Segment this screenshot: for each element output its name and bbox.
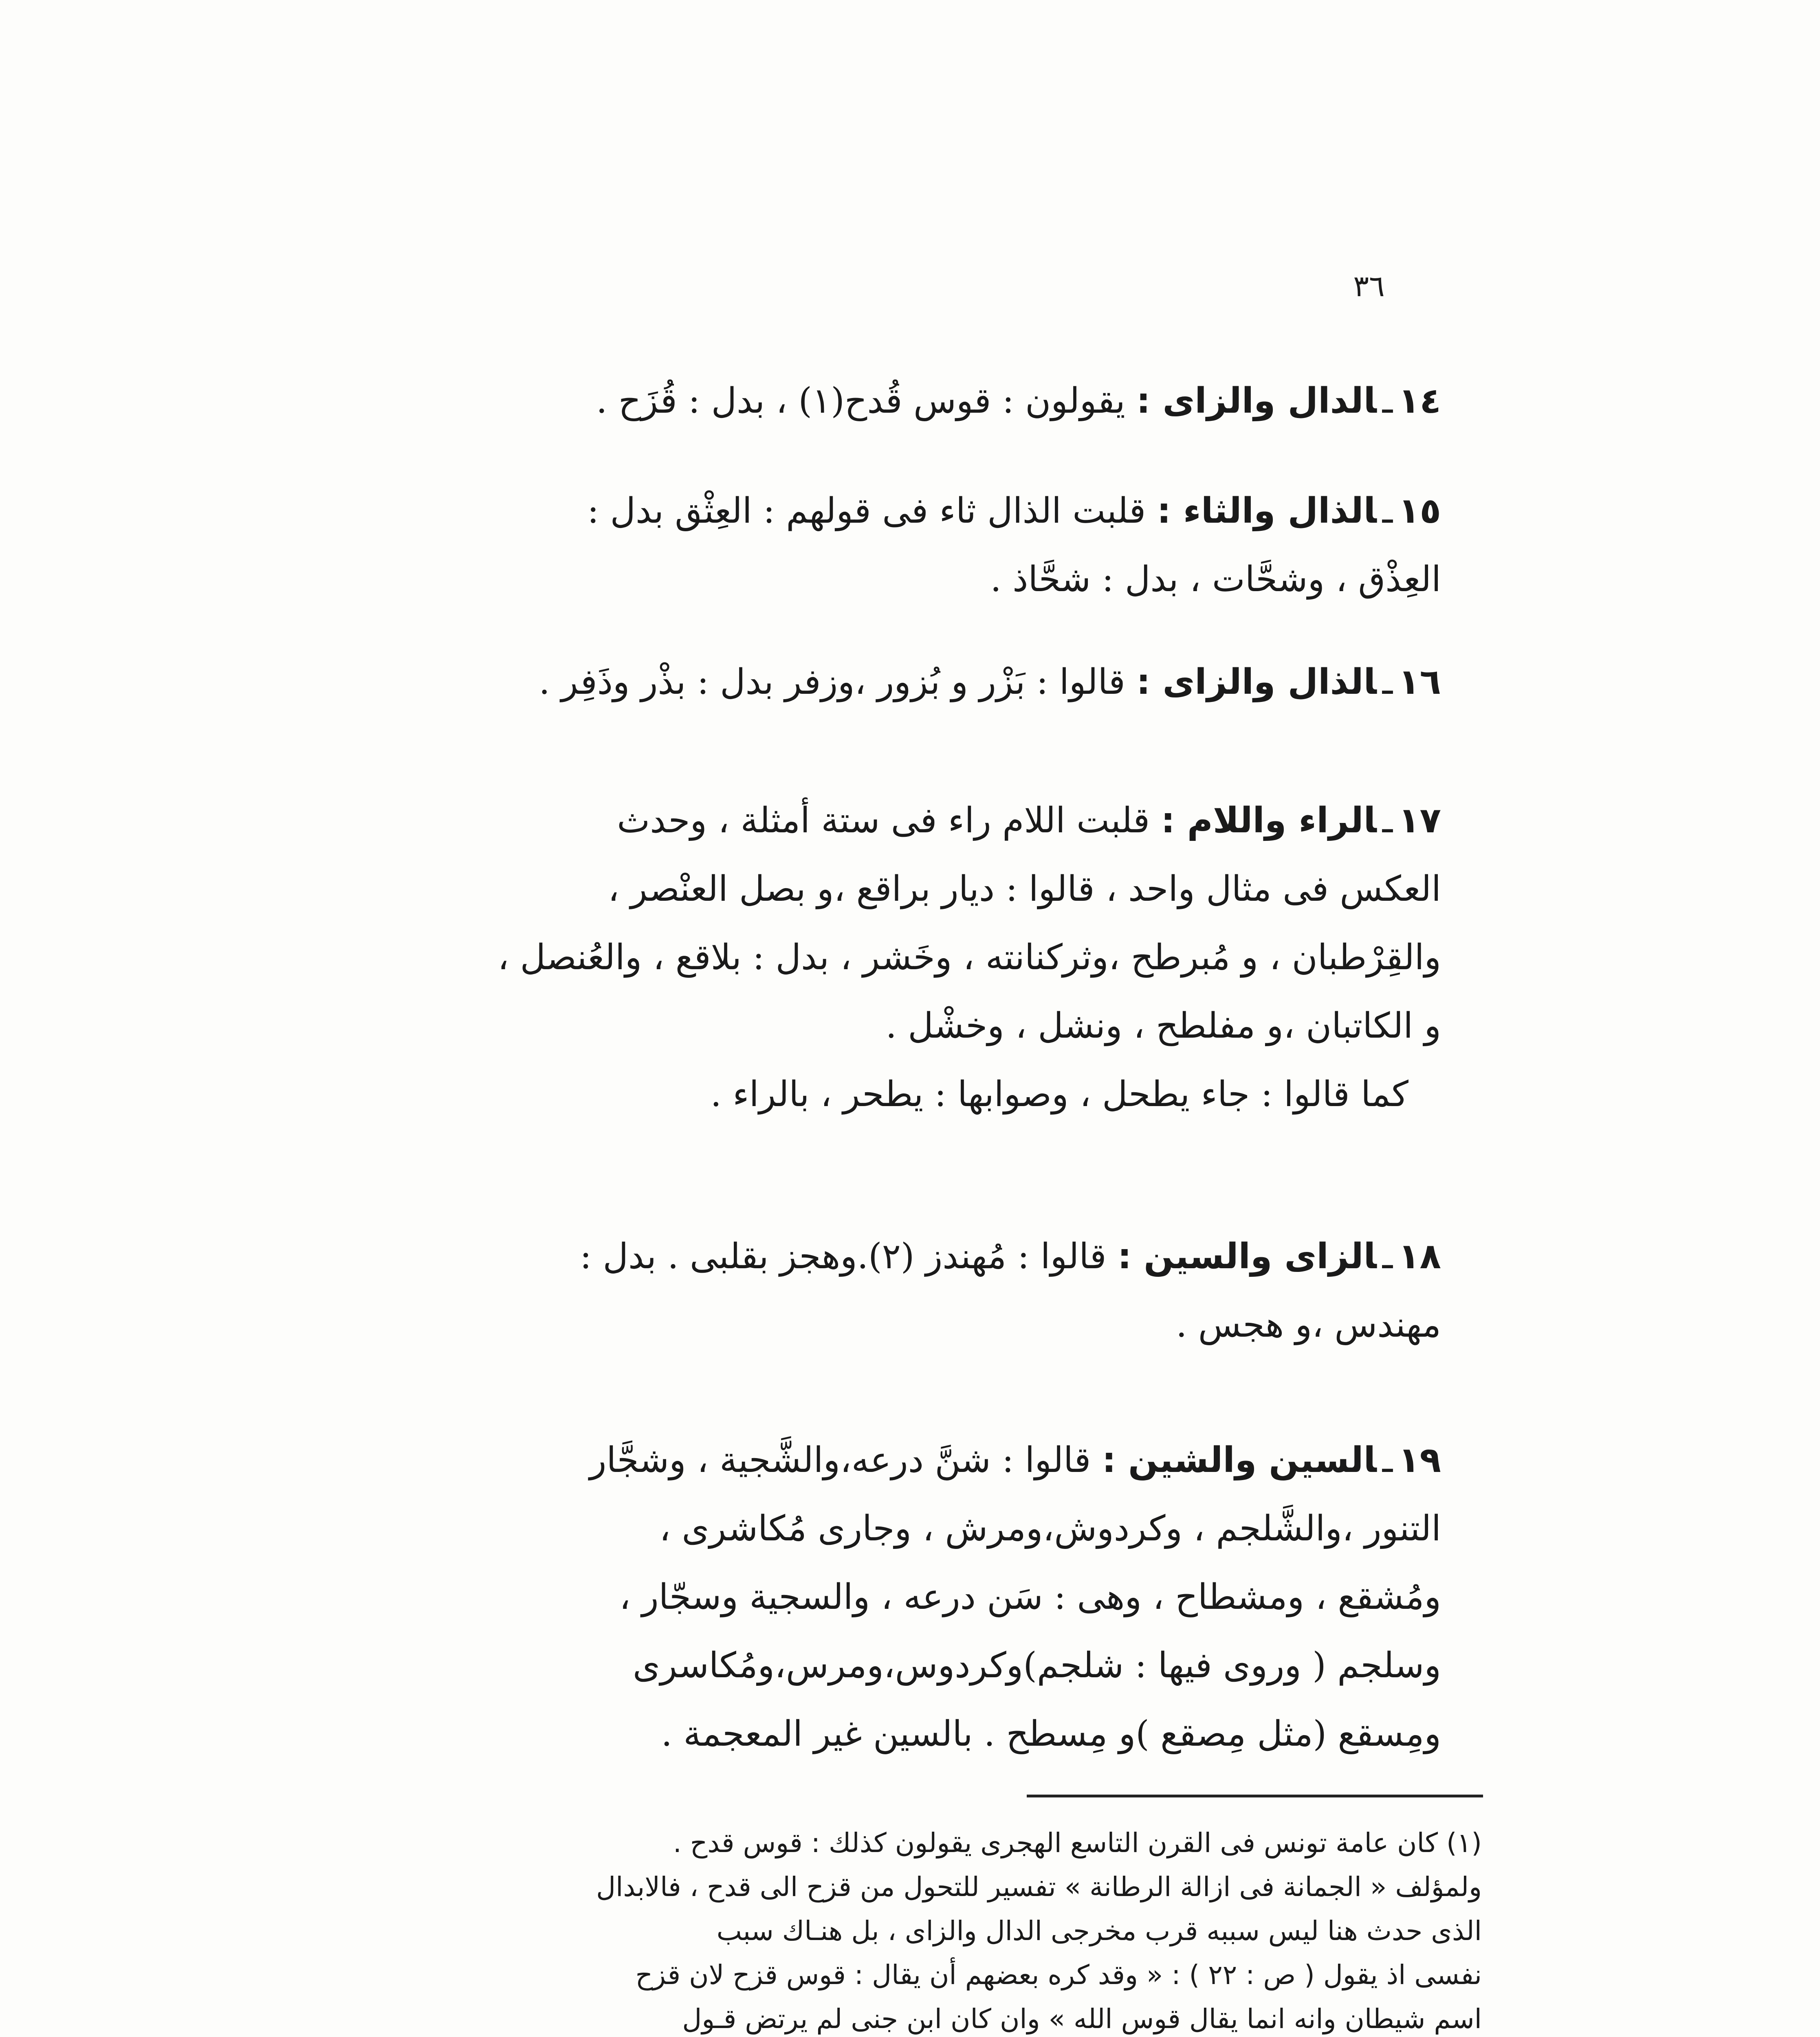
footnote-line: الذى حدث هنا ليس سببه قرب مخرجى الدال والزاى ، بل هنـاك سبب [716,1915,1482,1947]
entry-text: يقولون : قوس قُدح(١) ، بدل : قُزَح . [596,381,1125,421]
entry-text: والقِرْطبان ، و مُبرطح ،وثركنانته ، وخَشر ، بدل : بلاقع ، والعُنصل ، [497,937,1441,978]
entry-text: وسلجم ( وروى فيها : شلجم)وكردوس،ومرس،ومُكاسرى [632,1645,1441,1686]
entry-17: ١٧ـالراء واللام : قلبت اللام راء فى ستة أمثلة ، وحدث العكس فى مثال واحد ، قالوا : ديار براقع ،و بصل العنْصر ، والقِرْطبان ، و مُبرطح ،وثركنانته ، وخَشر ، بدل : بلاقع ، والعُنصل ، و الكاتبان ،و مفلطح ، ونشل ، وخشْل . كما قالوا : جاء يطحل ، وصوابها : يطحر ، بالراء . [341,786,1441,1128]
entry-number: ١٧ [1398,800,1441,841]
entry-16: ١٦ـالذال والزاى : قالوا : بَزْر و بُزور ،وزفر بدل : بذْر وذَفِر . [539,662,1441,702]
entry-text: التنور ،والشَّلجم ، وكردوش،ومرش ، وجارى مُكاشرى ، [659,1508,1441,1549]
entry-text: مهندس ،و هجس . [1176,1304,1441,1345]
entry-heading: الدال والزاى : [1136,381,1377,421]
entry-heading: الزاى والسين : [1117,1236,1377,1277]
entry-number: ١٥ [1398,491,1441,531]
entry-number: ١٨ [1398,1236,1441,1277]
entry-heading: الذال والزاى : [1136,662,1377,702]
page-number: ٣٦ [1353,269,1385,303]
entry-number: ١٩ [1398,1440,1441,1480]
entry-number: ١٦ [1398,662,1441,702]
footnote-line: ولمؤلف « الجمانة فى ازالة الرطانة » تفسير للتحول من قزح الى قدح ، فالابدال [596,1871,1482,1903]
entry-text: قلبت الذال ثاء فى قولهم : العِثْق بدل : [587,491,1146,531]
entry-18: ١٨ـالزاى والسين : قالوا : مُهندز (٢).وهجز بقلبى . بدل : مهندس ،و هجس . [341,1222,1441,1359]
footnotes [321,1821,1482,2037]
entry-text: قالوا : مُهندز (٢).وهجز بقلبى . بدل : [580,1236,1107,1277]
footnote-divider [1027,1795,1483,1797]
entry-text: العِذْق ، وشحَّات ، بدل : شحَّاذ . [990,559,1441,600]
entry-number: ١٤ [1398,381,1441,421]
footnote-line: (١) كان عامة تونس فى القرن التاسع الهجرى يقولون كذلك : قوس قدح . [673,1827,1482,1859]
footnote-line: اسم شيطان وانه انما يقال قوس الله » وان كان ابن جنى لم يرتض قـول [682,2003,1482,2035]
entry-heading: الراء واللام : [1161,800,1377,841]
entry-heading: الذال والثاء : [1157,491,1377,531]
entry-text: قالوا : بَزْر و بُزور ،وزفر بدل : بذْر وذَفِر . [539,662,1125,702]
entry-text: قلبت اللام راء فى ستة أمثلة ، وحدث [617,800,1150,841]
entry-15: ١٥ـالذال والثاء : قلبت الذال ثاء فى قولهم : العِثْق بدل : العِذْق ، وشحَّات ، بدل : شحَّاذ . [341,477,1441,614]
entry-text: و الكاتبان ،و مفلطح ، ونشل ، وخشْل . [885,1005,1441,1046]
entry-14: ١٤ـالدال والزاى : يقولون : قوس قُدح(١) ، بدل : قُزَح . [596,381,1441,421]
footnote-line: نفسى اذ يقول ( ص : ٢٢ ) : « وقد كره بعضهم أن يقال : قوس قزح لان قزح [635,1959,1482,1991]
entry-text: قالوا : شنَّ درعه،والشَّجية ، وشجَّار [589,1440,1091,1480]
entry-19: ١٩ـالسين والشين : قالوا : شنَّ درعه،والشَّجية ، وشجَّار التنور ،والشَّلجم ، وكردوش،ومرش ، وجارى مُكاشرى ، ومُشقع ، ومشطاح ، وهى : سَن درعه ، والسجية وسجّار ، وسلجم ( وروى فيها : شلجم)وكردوس،ومرس،ومُكاسرى ومِسقع (مثل مِصقع )و مِسطح . بالسين غير المعجمة . [341,1426,1441,1768]
entry-heading: السين والشين : [1102,1440,1377,1480]
entry-note: كما قالوا : جاء يطحل ، وصوابها : يطحر ، بالراء . [710,1074,1408,1115]
entry-text: العكس فى مثال واحد ، قالوا : ديار براقع ،و بصل العنْصر ، [608,869,1441,909]
entry-text: ومُشقع ، ومشطاح ، وهى : سَن درعه ، والسجية وسجّار ، [619,1577,1441,1617]
entry-text: ومِسقع (مثل مِصقع )و مِسطح . بالسين غير المعجمة . [661,1714,1441,1754]
